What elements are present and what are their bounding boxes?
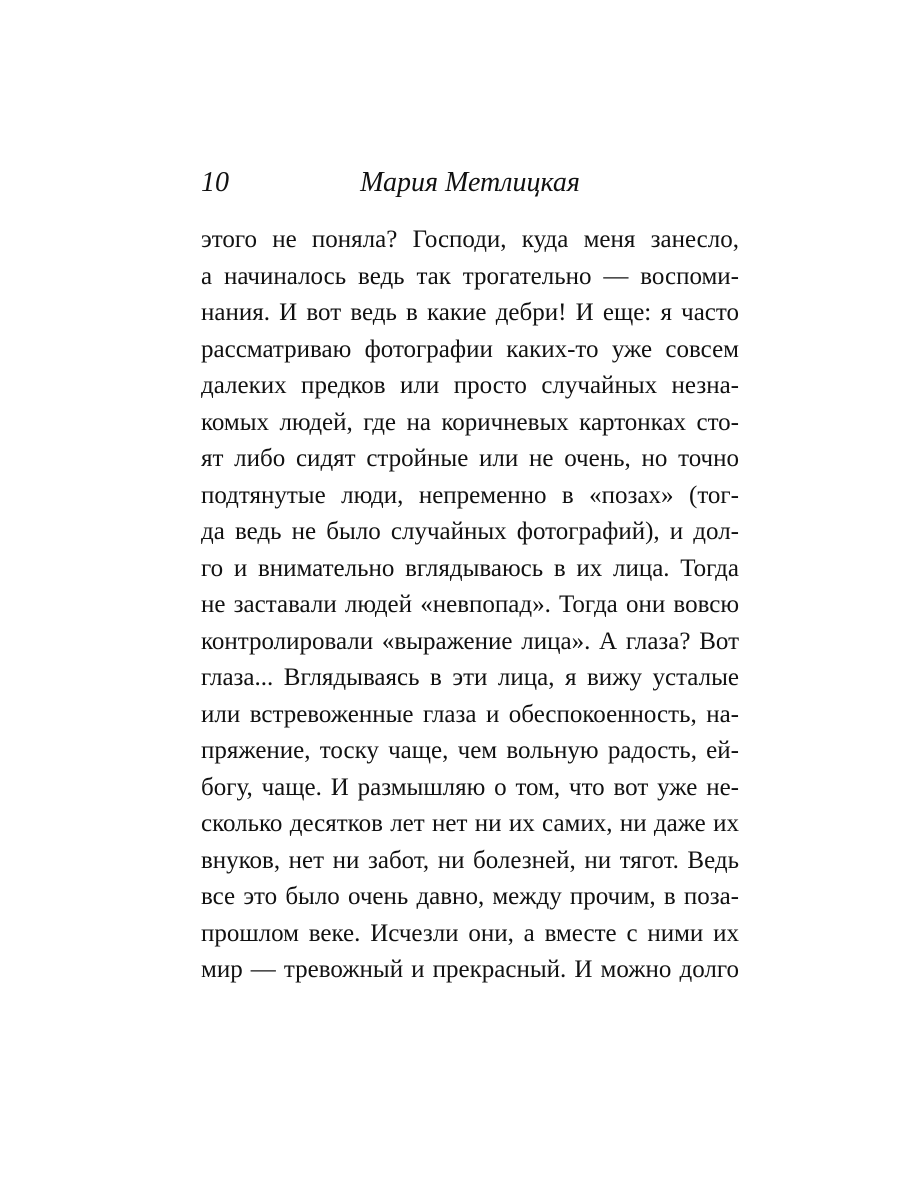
text-line: внуков, нет ни забот, ни болезней, ни тягот. Ведь [201,846,739,874]
body-text [201,222,739,989]
text-line: а начиналось ведь так трогательно — воспоми- [201,262,739,290]
running-head [201,163,739,203]
text-line: глаза... Вглядываясь в эти лица, я вижу усталые [201,664,739,691]
text-line: сколько десятков лет нет ни их самих, ни даже их [201,810,739,837]
text-line: комых людей, где на коричневых картонках сто- [201,408,739,436]
text-line: го и внимательно вглядываюсь в их лица. Тогда [201,554,739,582]
text-line: этого не поняла? Господи, куда меня занесло, [201,226,739,253]
text-line: или встревоженные глаза и обеспокоенность, на- [201,700,739,728]
text-line: нания. И вот ведь в какие дебри! И еще: я часто [201,299,739,326]
text-line: мир — тревожный и прекрасный. И можно долго [201,956,739,983]
text-line: рассматриваю фотографии каких-то уже совсем [201,335,739,363]
text-line: да ведь не было случайных фотографий), и дол- [201,518,739,545]
text-line: пряжение, тоску чаще, чем вольную радость, ей- [201,737,739,764]
text-line: контролировали «выражение лица». А глаза? Вот [201,627,739,655]
text-line: все это было очень давно, между прочим, в поза- [201,883,739,910]
text-line: не заставали людей «невпопад». Тогда они вовсю [201,591,739,618]
page-number: 10 [201,167,229,198]
text-line: богу, чаще. И размышляю о том, что вот уже не- [201,773,739,801]
text-line: ят либо сидят стройные или не очень, но точно [201,445,739,472]
text-line: прошлом веке. Исчезли они, а вместе с ними их [201,919,739,947]
text-line: подтянутые люди, непременно в «позах» (тог- [201,481,739,509]
running-title: Мария Метлицкая [360,167,580,198]
text-line: далеких предков или просто случайных незна- [201,372,739,399]
